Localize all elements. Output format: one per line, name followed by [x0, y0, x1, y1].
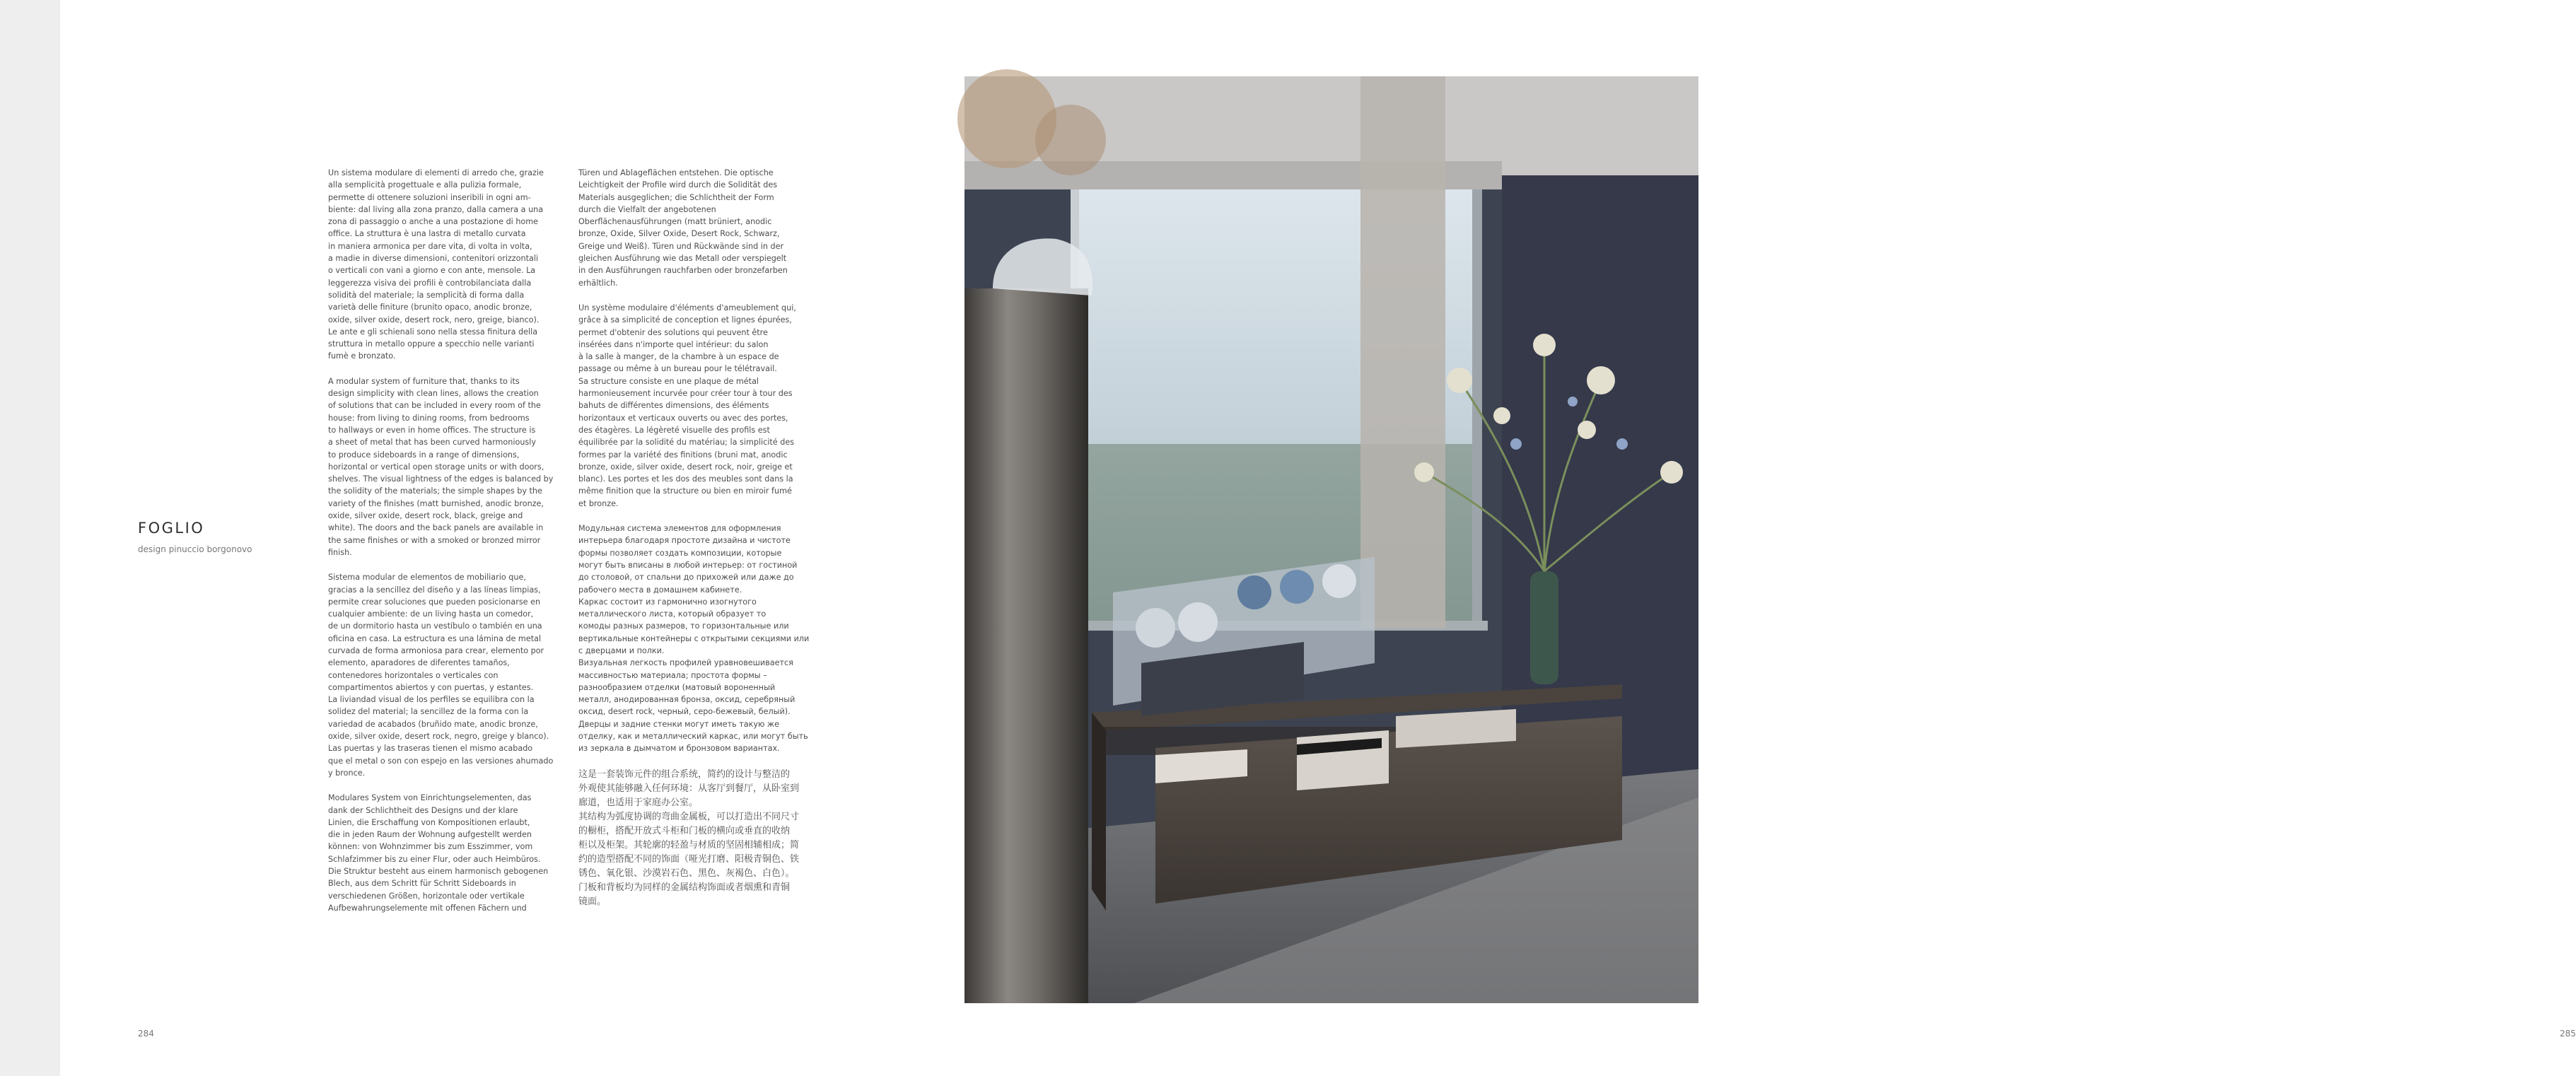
book-gutter: [0, 0, 60, 1076]
paragraph-english: A modular system of furniture that, thanks to its design simplicity with clean lines, allows the creation of solutions that can be included in every room of the house: from living to dining rooms, from bedrooms to hallways or even in home offices. The structure is a sheet of metal that has been curved harmoniously to produce sideboards in a range of dimensions, horizontal or vertical open storage units or with doors, shelves. The visual lightness of the edges is balanced by the solidity of the materials; the simple shapes by the variety of the finishes (matt burnished, anodic bronze, oxide, silver oxide, desert rock, black, greige and white). The doors and the back panels are available in the same finishes or with a smoked or bronzed mirror finish.: [328, 376, 554, 557]
paragraph-russian: Модульная система элементов для оформления интерьера благодаря простоте дизайна и чистоте формы позволяет создать композиции, которые могут быть вписаны в любой интерьер: от гостиной до столовой, от спальни до прихожей или даже до рабочего места в домашнем кабинете. Каркас состоит из гармонично изогнутого металлического листа, который образует то комоды разных размеров, то горизонтальные или вертикальные контейнеры с открытыми секциями или с дверцами и полки. Визуальная легкость профилей уравновешивается массивностью материала; простота формы – разнообразием отделки (матовый вороненный металл, анодированная бронза, оксид, серебряный оксид, desert rock, черный, серо-бежевый, белый). Дверцы и задние стенки могут иметь такую же отделку, как и металлический каркас, или могут быть из зеркала в дымчатом и бронзовом вариантах.: [578, 524, 810, 754]
paragraph-french: Un système modulaire d'éléments d'ameublement qui, grâce à sa simplicité de conception et lignes épurées, permet d'obtenir des solutions qui peuvent être insérées dans n'importe quel intérieur: du salon à la salle à manger, de la chambre à un espace de passage ou même à un bureau pour le télétravail. Sa structure consiste en une plaque de métal harmonieusement incurvée pour créer tour à tour des bahuts de différentes dimensions, des éléments horizontaux et verticaux ouverts ou avec des portes, des étagères. La légèreté visuelle des profils est équilibrée par la solidité du matériau; la simplicité des formes par la variété des finitions (bruni mat, anodic bronze, oxide, silver oxide, desert rock, noir, greige et blanc). Les portes et les dos des meubles sont dans la même finition que la structure ou bien en miroir fumé et bronze.: [578, 303, 796, 508]
product-title: FOGLIO: [138, 520, 205, 537]
paragraph-german-part2: Türen und Ablageflächen entstehen. Die optische Leichtigkeit der Profile wird durch die Solidität des Materials ausgeglichen; die Schlichtheit der Form durch die Vielfalt der angebotenen Oberflächenausführungen (matt brüniert, anodic bronze, Oxide, Silver Oxide, Desert Rock, Schwarz, Greige und Weiß). Türen und Rückwände sind in der gleichen Ausführung wie das Metall oder verspiegelt in den Ausführungen rauchfarben oder bronzefarben erhältlich.: [578, 168, 788, 288]
paragraph-german-part1: Modulares System von Einrichtungselementen, das dank der Schlichtheit des Designs und der klare Linien, die Erschaffung von Kompositionen erlaubt, die in jeden Raum der Wohnung aufgestellt werden können: von Wohnzimmer bis zum Esszimmer, vom Schlafzimmer bis zu einer Flur, oder auch Heimbüros. Die Struktur besteht aus einem harmonisch gebogenen Blech, aus dem Schritt für Schritt Sideboards in verschiedenen Größen, horizontale oder vertikale Aufbewahrungselemente mit offenen Fächern und: [328, 793, 549, 913]
designer-credit: design pinuccio borgonovo: [138, 544, 252, 554]
paragraph-spanish: Sistema modular de elementos de mobiliario que, gracias a la sencillez del diseño y a las líneas limpias, permite crear soluciones que pueden posicionarse en cualquier ambiente: de un living hasta un comedor, de un dormitorio hasta un vestíbulo o también en una oficina en casa. La estructura es una lámina de metal curvada de forma armoniosa para crear, elemento por elemento, aparadores de diferentes tamaños, contenedores horizontales o verticales con compartimentos abiertos y con puertas, y estantes. La liviandad visual de los perfiles se equilibra con la solidez del material; la sencillez de la forma con la variedad de acabados (bruñido mate, anodic bronze, oxide, silver oxide, desert rock, negro, greige y blanco). Las puertas y las traseras tienen el mismo acabado que el metal o son con espejo en las versiones ahumado y bronce.: [328, 573, 554, 778]
page-number-left: 284: [138, 1029, 154, 1039]
sideboard-scene-illustration: [964, 76, 1698, 1003]
text-column-left: [328, 167, 561, 927]
text-column-right: [578, 167, 812, 922]
paragraph-italian: Un sistema modulare di elementi di arredo che, grazie alla semplicità progettuale e alla pulizia formale, permette di ottenere soluzioni inseribili in ogni am- biente: dal living alla zona pranzo, dalla camera a una zona di passaggio o anche a una postazione di home office. La struttura è una lastra di metallo curvata in maniera armonica per dare vita, di volta in volta, a madie in diverse dimensioni, contenitori orizzontali o verticali con vani a giorno e con ante, mensole. La leggerezza visiva dei profili è controbilanciata dalla solidità del materiale; la semplicità di forma dalla varietà delle finiture (brunito opaco, anodic bronze, oxide, silver oxide, desert rock, nero, greige, bianco). Le ante e gli schienali sono nella stessa finitura della struttura in metallo oppure a specchio nelle varianti fumè e bronzato.: [328, 168, 544, 361]
page-number-right: 285: [2560, 1029, 2576, 1039]
paragraph-chinese: 这是一套装饰元件的组合系统，简约的设计与整洁的 外观使其能够融入任何环境：从客厅到餐厅，从卧室到 廊道，也适用于家庭办公室。 其结构为弧度协调的弯曲金属板，可以打造出不同尺寸 的橱柜，搭配开放式斗柜和门板的横向或垂直的收纳 柜以及柜架。其轮廓的轻盈与材质的坚固相辅相成；简 约的造型搭配不同的饰面（哑光打磨、阳极青铜色、铁 锈色、氧化银、沙漠岩石色、黑色、灰褐色、白色）。 门板和背板均为同样的金属结构饰面或者烟熏和青铜 镜面。: [578, 768, 800, 907]
product-photo: [964, 76, 1698, 1003]
